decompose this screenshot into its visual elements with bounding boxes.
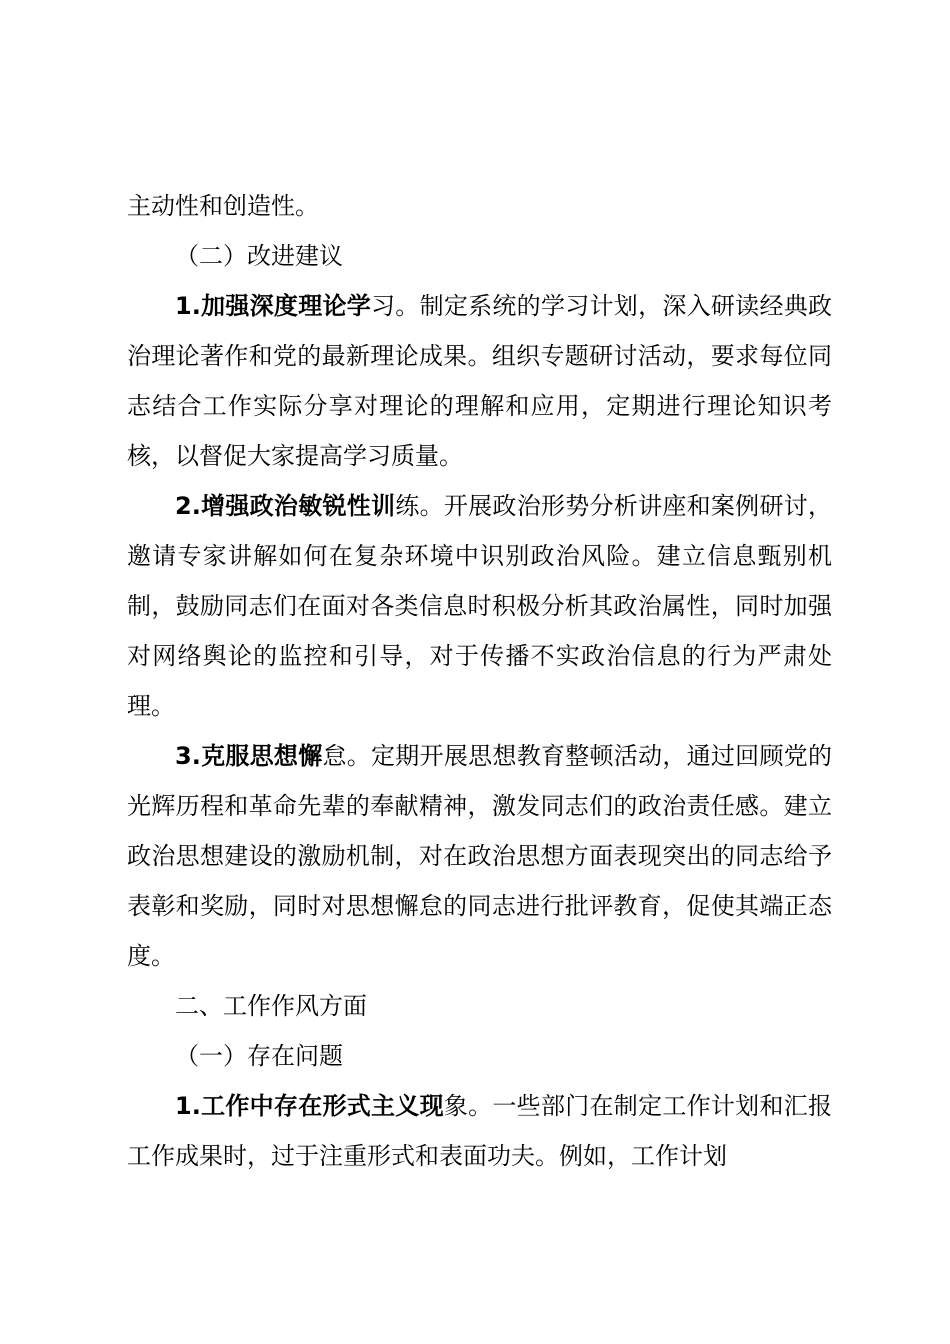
paragraph-text: 怠。定期开展思想教育整顿活动，通过回顾党的光辉历程和革命先辈的奉献精神，激发同志们的政治责任感。建立政治思想建设的激励机制，对在政治思想方面表现突出的同志给予表彰和奖励，同时对思想懈怠的同志进行批评教育，促使其端正态度。 (127, 742, 832, 970)
paragraph-text: 主动性和创造性。 (127, 192, 319, 220)
heading-work-style (127, 981, 832, 1031)
document-body (127, 181, 832, 1181)
paragraph-text: 习。制定系统的学习计划，深入研读经典政治理论著作和党的最新理论成果。组织专题研讨活动，要求每位同志结合工作实际分享对理论的理解和应用，定期进行理论知识考核，以督促大家提高学习质量。 (127, 292, 832, 470)
paragraph-suggestion-3 (127, 731, 832, 981)
paragraph-text: （二）改进建议 (175, 242, 343, 270)
paragraph-lead: 3.克服思想懈 (175, 742, 323, 770)
paragraph-text: 象。一些部门在制定工作计划和汇报工作成果时，过于注重形式和表面功夫。例如，工作计划 (127, 1092, 832, 1170)
paragraph-text: （一）存在问题 (175, 1042, 343, 1070)
paragraph-suggestion-2 (127, 481, 832, 731)
subheading-improvement-suggestions (127, 231, 832, 281)
paragraph-lead: 2.增强政治敏锐性训 (175, 492, 396, 520)
paragraph-continuation (127, 181, 832, 231)
paragraph-lead: 1.加强深度理论学 (175, 292, 372, 320)
subheading-existing-problems (127, 1031, 832, 1081)
paragraph-suggestion-1 (127, 281, 832, 481)
paragraph-lead: 1.工作中存在形式主义现 (175, 1092, 444, 1120)
paragraph-text: 练。开展政治形势分析讲座和案例研讨，邀请专家讲解如何在复杂环境中识别政治风险。建立信息甄别机制，鼓励同志们在面对各类信息时积极分析其政治属性，同时加强对网络舆论的监控和引导，对于传播不实政治信息的行为严肃处理。 (127, 492, 833, 720)
paragraph-problem-1 (127, 1081, 832, 1181)
paragraph-text: 二、工作作风方面 (175, 992, 367, 1020)
